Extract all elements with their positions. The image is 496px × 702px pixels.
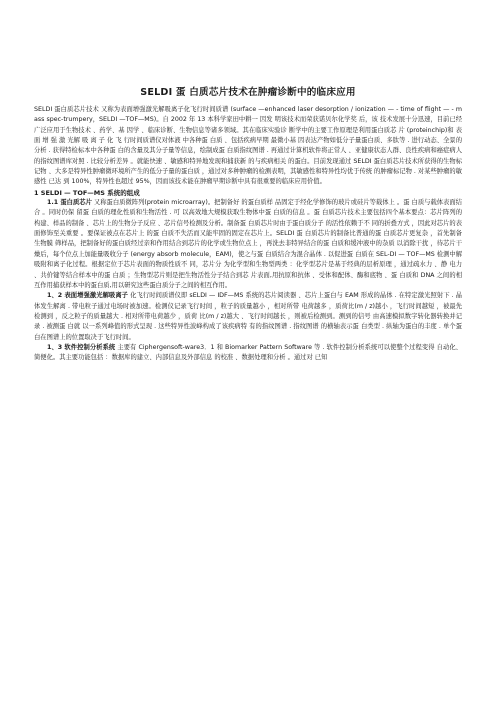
intro-text: SELDI 蛋白质芯片技术 又称为表面增强激光解吸离子化飞行时间质谱 (surface —enhanced laser desorption / ionization — - time of flight — - mass spec-trumpery，SELDI —TOF—MS)。自 2002 年 13 本科学家田中耕一 因发 明该技术而荣获诺贝尔化学奖 后，该 技术发展十分迅速，目前已经广泛应用于生物技术 、药学、基 因学 、临床诊断、生物信息等诸多领域。其在临床实验诊 断学中的主要工作原理是利用蛋白质芯 片 (proteinchip)和 表 面 增 强 激 光解 吸 离 子 化 飞 行时间质谱仪对体液 中各种蛋 白质 、包括疾病早期 最微小基 因表达产物如低分子量蛋白质、多肽等 . 进行动态、全景的分析 . 获得特检标本中各种蛋 白的含量及其分子量等信息，绘制成蛋 白质指纹图谱 . 再通过计算机软件将正常人 、亚健康状态人群、良性疾病和癌症病人的指纹图谱库对照 . 比较分析差异 。就能快速 、敏感和特异地发现和捕获新 的与疾病相关 的蛋白。目前发现通过 SELDI 蛋白质芯片技术所获得的生物标记物 、大多是特异性肿瘤微环境所产生的低分子量的蛋白质 ，通过对多种肿瘤的检测表明，其敏感性和特异性均优于传统 的肿瘤标记物 . 对某些肿瘤的敏感性 已达 到 100%，特异性也超过 95%，因而该技术能在肿瘤早期诊断中具有很重要的临床应用价值。 (34, 106, 462, 186)
subsection-1-2-text: 化飞行时间质谱仪即 sELDI — IDF—MS 系统的芯片阅读器 、芯片上蛋白与 EAM 形成的晶体 . 在特定激光照射下 . 晶体发生解离 . 带电粒子通过电场时被加速。检测仪记录飞行时间 ，粒子的质量越小 ，相对所带 电荷越多 ，质荷比(m / z)越小 ，飞行时间越短 ，被最先检测到 ，反之粒子的质量越大 . 相对所带电荷越少 ，质荷 比(m / z)越大 、飞行时间越长 ，则被后检测到。测到的信号 由高速模拟数字转化器转换并记录 . 被测蛋 白就 以一系列峰值的形式呈现 . 这些特异性波峰构成了该疾病特 有的指纹图谱 . 指纹图谱 的横轴表示蛋 白类型 . 纵轴为蛋白的丰度 . 单个蛋 白在图谱上的位置取决于飞行时间。 (34, 292, 462, 341)
section-heading: 1 SELDI — TOF—MS 系统的组成 (34, 188, 140, 197)
subsection-1-1-heading: 1.1 蛋白质芯片 (47, 199, 92, 207)
subsection-1-3 (34, 343, 462, 364)
subsection-1-2-heading: 1、2 表面增强激光解吸离子 (47, 292, 129, 300)
subsection-1-2 (34, 291, 462, 343)
subsection-1-3-heading: 1、3 软件控制分析系统 (47, 343, 116, 351)
subsection-1-3-text: 主要有 Ciphergensoft-ware3．1 和 Biomarker Pattern Software 等 . 软件控制分析系统可以使整个过程变得 自动化、简便化。其主要功能包括 ：数据库的建立、内部信息及外部信息 的校准 、数据处理和分析 。通过对 已知 (34, 343, 462, 362)
document-title: SELDI 蛋 白质芯片技术在肿瘤诊断中的临床应用 (140, 87, 356, 98)
subsection-1-1-text: 又称蛋白质微阵列(protein microarray)。把制备好 的蛋白质样 品固定于经化学修饰的玻片或硅片等载体上 。蛋 白质与载体表面结合 。同时仍保 留蛋 白质的理化性质和生物活性 . 可 以高效地大规模获取生物体中蛋 白质的信息 。蛋 白质芯片技术主要包括四个基本要点：芯片阵列的构建、样品的制备 、芯片上的生物分子反应 、芯片信号检测及分析。制备蛋 白质芯片时由于蛋白质分子 的活性依赖于不 同的折叠方式 ，因此对芯片的表面修饰至关重要 。要保证被点在芯片上 的蛋 白质不失活而又能牢固的固定在芯片上。SELDI 蛋 白质芯片的制备比普通的蛋 白质芯片更复杂 ，首先制备生物膜 筛样品，把制备好的蛋白质经过亲和作用结合到芯片的化学或生物位点上 ，再洗去非特异结合的蛋 白质和缓冲液中的杂质 以消除干扰 ，待芯片干燥后，每个位点上加能量吸收分子 (energy absorb molecule，EAM)，使之与蛋 白质结合为混合晶体 . 以促进蛋 白质在 SEL-DI — TOF—MS 检测中解吸附和离子化过程。根据定位于芯片表面的物质性质不 同，芯片分 为化学型和生物型两类 ：化学型芯片是基于经典的层析原理 ，通过疏水力 、静 电力 、共价键等结合样本中的蛋 白质 ；生物型芯片则是把生物活性分子结合到芯 片表面,用抗原和抗体 、受体和配体、酶和底物 、蛋 白质和 DNA 之间的相互作用捕获样本中的蛋白质,用以研究这些蛋白质分子之间的相互作用。 (34, 199, 462, 289)
intro-paragraph (34, 105, 462, 188)
subsection-1-1 (34, 198, 462, 291)
